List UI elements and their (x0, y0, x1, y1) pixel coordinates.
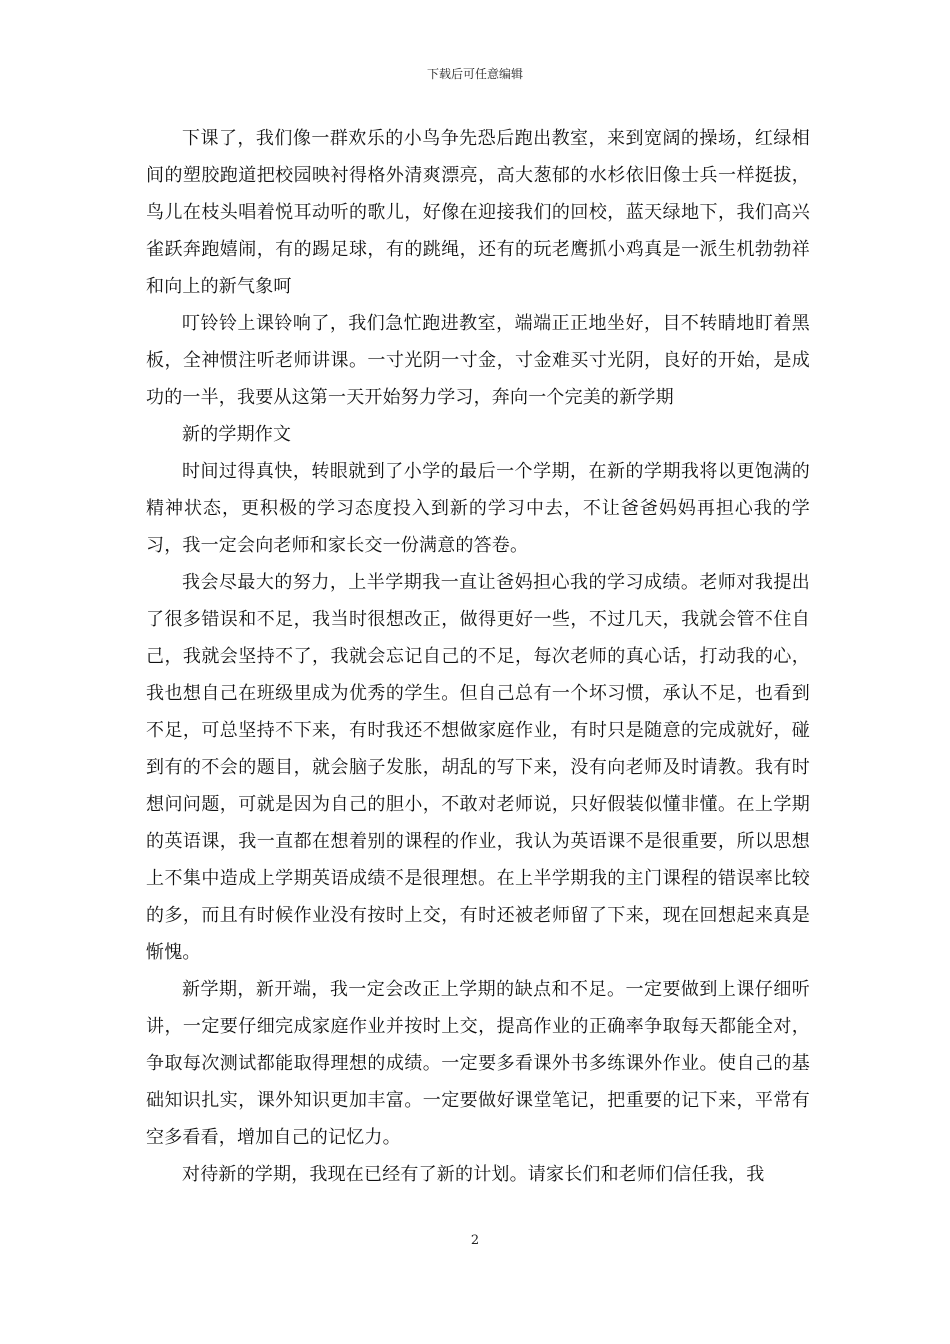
page-header: 下载后可任意编辑 (426, 67, 523, 81)
paragraph-new-plan: 对待新的学期，我现在已经有了新的计划。请家长们和老师们信任我，我 (182, 1164, 765, 1185)
paragraph-time-flies: 时间过得真快，转眼就到了小学的最后一个学期，在新的学期我将以更饱满的精神状态，更积极的学习态度投入到新的学习中去，不让爸爸妈妈再担心我的学习，我一定会向老师和家长交一份满意的答卷。 (146, 461, 810, 556)
paragraph-class-bell: 叮铃铃上课铃响了，我们急忙跑进教室，端端正正地坐好，目不转睛地盯着黑板，全神惯注听老师讲课。一寸光阴一寸金，寸金难买寸光阴，良好的开始，是成功的一半，我要从这第一天开始努力学习，奔向一个完美的新学期 (146, 313, 810, 408)
essay-title: 新的学期作文 (182, 424, 292, 445)
page-number: 2 (470, 1233, 480, 1248)
paragraph-recess: 下课了，我们像一群欢乐的小鸟争先恐后跑出教室，来到宽阔的操场，红绿相间的塑胶跑道把校园映衬得格外清爽漂亮，高大葱郁的水杉依旧像士兵一样挺拔，鸟儿在枝头唱着悦耳动听的歌儿，好像在迎接我们的回校，蓝天绿地下，我们高兴雀跃奔跑嬉闹，有的踢足球，有的跳绳，还有的玩老鹰抓小鸡真是一派生机勃勃祥和向上的新气象呵 (146, 128, 810, 297)
paragraph-last-semester: 我会尽最大的努力，上半学期我一直让爸妈担心我的学习成绩。老师对我提出了很多错误和不足，我当时很想改正，做得更好一些，不过几天，我就会管不住自己，我就会坚持不了，我就会忘记自己的不足，每次老师的真心话，打动我的心，我也想自己在班级里成为优秀的学生。但自己总有一个坏习惯，承认不足，也看到不足，可总坚持不下来，有时我还不想做家庭作业，有时只是随意的完成就好，碰到有的不会的题目，就会脑子发胀，胡乱的写下来，没有向老师及时请教。我有时想问问题，可就是因为自己的胆小，不敢对老师说，只好假装似懂非懂。在上学期的英语课，我一直都在想着别的课程的作业，我认为英语课不是很重要，所以思想上不集中造成上学期英语成绩不是很理想。在上半学期我的主门课程的错误率比较的多，而且有时候作业没有按时上交，有时还被老师留了下来，现在回想起来真是惭愧。 (146, 572, 810, 963)
paragraph-new-semester-goals: 新学期，新开端，我一定会改正上学期的缺点和不足。一定要做到上课仔细听讲，一定要仔细完成家庭作业并按时上交，提高作业的正确率争取每天都能全对，争取每次测试都能取得理想的成绩。一定要多看课外书多练课外作业。使自己的基础知识扎实，课外知识更加丰富。一定要做好课堂笔记，把重要的记下来，平常有空多看看，增加自己的记忆力。 (146, 979, 810, 1148)
document-body (146, 120, 810, 1193)
